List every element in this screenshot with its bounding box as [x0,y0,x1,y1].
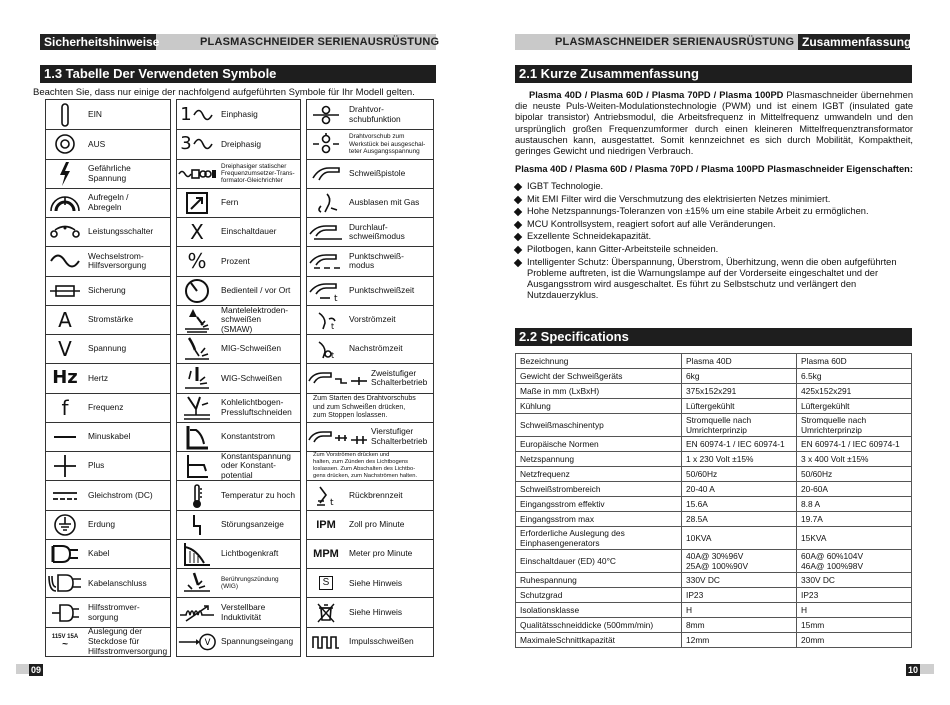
symbol-row [177,568,300,597]
spec-row [516,437,912,452]
purge-gas-icon [307,189,345,217]
socket-rating-icon: 115V 15A ~ [51,634,79,651]
symbol-label: Sicherung [88,284,126,295]
spec-label: Kühlung [516,399,682,414]
symbol-row [46,393,170,422]
symbol-label: Verstellbare Induktivität [221,602,266,622]
symbol-label: Vierstufiger Schalterbetrieb [371,426,428,447]
plug-icon [46,540,84,568]
spec-value: 6.5kg [797,369,912,384]
spec-value: 3 x 400 Volt ±15% [797,452,912,467]
symbol-label: Hilfsstromver- sorgung [88,602,140,622]
thermometer-icon [177,481,217,509]
symbol-row [307,217,433,246]
preflow-icon [307,306,345,334]
spec-value: Lüftergekühlt [797,399,912,414]
minus-icon [46,423,84,451]
symbol-label: Fern [221,197,239,208]
spec-label: Europäische Normen [516,437,682,452]
intro-text: Beachten Sie, dass nur einige der nachfolgend aufgeführten Symbole für Ihr Modell gelten. [33,87,415,98]
spec-value: EN 60974-1 / IEC 60974-1 [797,437,912,452]
frequency-icon: f [61,395,69,420]
symbol-row [177,188,300,217]
symbol-row [177,510,300,539]
symbol-row [46,451,170,480]
summary-models: Plasma 40D / Plasma 60D / Plasma 70PD / Plasma 100PD [529,90,784,100]
gun-icon [307,160,345,188]
symbol-column-3 [306,99,434,657]
symbol-label: Mantelelektroden- schweißen (SMAW) [221,304,289,334]
carbon-arc-icon [177,394,217,422]
voltage-input-icon [177,628,217,656]
inching-icon [307,130,345,158]
symbol-row [46,627,170,656]
smaw-icon [177,306,217,334]
spec-value: 6kg [682,369,797,384]
right-page [475,0,950,705]
symbol-row [307,568,433,597]
features-heading-models: Plasma 40D / Plasma 60D / Plasma 70PD / Plasma 100PD [515,164,765,174]
symbol-row [177,246,300,275]
spec-label: Schweißstrombereich [516,482,682,497]
symbol-row [46,510,170,539]
spec-value: 20-40 A [682,482,797,497]
symbol-label: Vorströmzeit [349,314,396,325]
burnback-icon [307,481,345,509]
ground-icon [46,511,84,539]
feature-item: IGBT Technologie. [514,181,914,192]
symbol-row [177,363,300,392]
symbol-row [307,480,433,509]
symbol-label: WIG-Schweißen [221,372,282,383]
spec-value: 1 x 230 Volt ±15% [682,452,797,467]
symbol-label: Prozent [221,255,250,266]
spec-label: Qualitätsschneiddicke (500mm/min) [516,618,682,633]
symbol-row [307,159,433,188]
spec-value: Plasma 60D [797,354,912,369]
spec-value: 19.7A [797,512,912,527]
mpm-icon: MPM [313,548,339,561]
panel-icon [177,277,217,305]
see-note-icon: S [307,569,345,597]
features-list [514,181,914,302]
feature-item: Exzellente Schneidekapazität. [514,231,914,242]
spec-label: Gewicht der Schweißgeräts [516,369,682,384]
two-step-icon [307,364,371,392]
symbol-label: Bedienteil / vor Ort [221,284,291,295]
symbol-label: Gleichstrom (DC) [88,489,153,500]
fault-icon [177,511,217,539]
symbol-row [46,334,170,363]
svg-text:t: t [334,293,338,302]
svg-text:t: t [331,351,335,361]
spec-row [516,512,912,527]
symbol-label: Dreiphasiger statischer Frequenzumsetzer-Trans- formator-Gleichrichter [221,162,295,185]
off-circle-icon [46,130,84,158]
spec-value: 330V DC [682,573,797,588]
symbol-row [46,305,170,334]
spec-label: Eingangsstrom max [516,512,682,527]
symbol-row [46,597,170,626]
symbol-row [307,276,433,305]
svg-text:t: t [330,497,334,507]
symbol-column-1 [45,99,171,657]
dc-icon [46,481,84,509]
feature-item: MCU Kontrollsystem, reagiert sofort auf alle Veränderungen. [514,219,914,230]
spec-value: 15.6A [682,497,797,512]
symbol-label: Zum Starten des Drahtvorschubs und zum Schweißen drücken, zum Stoppen loslassen. [313,395,416,419]
svg-text:t: t [331,321,335,331]
symbol-label: Punktschweißzeit [349,284,415,295]
symbol-row [46,539,170,568]
spec-row [516,527,912,550]
percent-icon: % [187,249,207,274]
spec-value: 12mm [682,633,797,648]
summary-paragraph [515,90,913,157]
spec-value: Stromquelle nach Umrichterprinzip [797,414,912,437]
spec-row [516,497,912,512]
symbol-row [46,568,170,597]
features-heading [515,164,913,175]
spec-row [516,603,912,618]
symbol-label: Konstantspannung oder Konstant- potential [221,450,291,481]
spec-label: Eingangsstrom effektiv [516,497,682,512]
symbol-label: Rückbrennzeit [349,489,403,500]
symbol-row [307,129,433,158]
symbol-label: Temperatur zu hoch [221,489,296,500]
symbol-label: Nachströmzeit [349,343,403,354]
spec-row [516,414,912,437]
postflow-icon [307,335,345,363]
symbol-label: Siehe Hinweis [349,606,403,617]
spec-row [516,467,912,482]
symbol-label: Drahtvor- schubfunktion [349,104,401,124]
features-heading-text: Plasmaschneider Eigenschaften: [764,164,913,174]
spec-row [516,633,912,648]
spec-row [516,482,912,497]
symbol-row [177,451,300,480]
symbol-label: Punktschweiß- modus [349,250,404,271]
cable-connection-icon [46,569,84,597]
symbol-label: Spannungseingang [221,636,294,647]
symbol-row [307,627,433,656]
single-phase-icon: 1 [177,100,217,129]
symbol-row [46,100,170,129]
spec-value: IP23 [797,588,912,603]
symbol-row [307,422,433,451]
symbol-label: Meter pro Minute [349,548,413,559]
inductance-icon [177,598,217,626]
spec-row [516,399,912,414]
spec-label: Ruhespannung [516,573,682,588]
spec-label: Schutzgrad [516,588,682,603]
header-title: PLASMASCHNEIDER SERIENAUSRÜSTUNG [200,36,440,48]
symbol-label: Berührungszündung (WIG) [221,575,279,591]
symbol-row [46,159,170,188]
symbol-row [307,246,433,275]
symbol-row [177,627,300,656]
header-tab: Zusammenfassung [798,34,910,50]
page-number: 10 [907,665,918,675]
symbol-label: Frequenz [88,401,124,412]
symbol-label: Ausblasen mit Gas [349,197,420,208]
symbol-label: Gefährliche Spannung [88,163,131,183]
symbol-row [177,597,300,626]
symbol-row [177,480,300,509]
svg-text:V: V [204,637,211,648]
symbol-label: Dreiphasig [221,138,262,149]
spec-row [516,550,912,573]
section-title: 1.3 Tabelle Der Verwendeten Symbole [40,65,436,83]
spec-row [516,452,912,467]
symbol-row [307,510,433,539]
symbol-label: Kabelanschluss [88,577,147,588]
on-switch-icon [46,100,84,129]
symbol-row [307,597,433,626]
symbol-row [177,305,300,334]
section-title-specs: 2.2 Specifications [515,328,912,346]
symbol-row [177,539,300,568]
spec-value: 50/60Hz [682,467,797,482]
spec-label: Isolationsklasse [516,603,682,618]
arc-force-icon [177,540,217,568]
spec-label: Netzspannung [516,452,682,467]
symbol-label: Konstantstrom [221,431,275,442]
symbol-label: Drahtvorschub zum Werkstück bei ausgeschal- teter Ausgangsspannung [349,133,426,156]
symbol-row [46,217,170,246]
symbol-label: Siehe Hinweis [349,577,403,588]
mig-icon [177,335,217,363]
spec-label: Erforderliche Auslegung des Einphasengenerators [516,527,682,550]
spec-value: EN 60974-1 / IEC 60974-1 [682,437,797,452]
symbol-label: Durchlauf- schweißmodus [349,221,405,242]
spec-value: 20mm [797,633,912,648]
symbol-label: Spannung [88,343,127,354]
symbol-row [177,276,300,305]
spec-row [516,354,912,369]
symbol-label: Aufregeln / Abregeln [88,192,129,212]
spec-value: 425x152x291 [797,384,912,399]
symbol-label: Schweißpistole [349,167,406,178]
symbol-row [46,480,170,509]
footer-bar [16,664,30,674]
symbol-row [46,276,170,305]
symbol-row [177,217,300,246]
symbol-row [46,422,170,451]
symbol-row [307,363,433,392]
symbol-label: MIG-Schweißen [221,343,282,354]
symbol-label: Einphasig [221,108,258,119]
symbol-row [307,539,433,568]
footer-bar [920,664,934,674]
spec-value: 15KVA [797,527,912,550]
inverter-icon [177,160,217,188]
pulse-icon [307,628,345,656]
symbol-row [46,129,170,158]
symbol-row [177,334,300,363]
symbol-label: Stromstärke [88,314,134,325]
duty-cycle-icon: X [190,220,204,245]
symbol-row [307,393,433,422]
symbol-label: Auslegung der Steckdose für Hilfsstromversorgung [88,626,168,656]
spec-row [516,588,912,603]
spec-value: 40A@ 30%96V 25A@ 100%90V [682,550,797,573]
tig-icon [177,364,217,392]
touch-start-icon [177,569,217,597]
hertz-icon: Hz [52,367,78,389]
symbol-label: Impulsschweißen [349,636,414,647]
spec-value: 375x152x291 [682,384,797,399]
spec-value: 8.8 A [797,497,912,512]
spec-value: 20-60A [797,482,912,497]
continuous-mode-icon [307,218,345,246]
symbol-row [177,422,300,451]
spec-label: Bezeichnung [516,354,682,369]
spec-value: 60A@ 60%104V 46A@ 100%98V [797,550,912,573]
symbol-label: Zoll pro Minute [349,519,405,529]
symbol-row [307,334,433,363]
feature-item: Hohe Netzspannungs-Toleranzen von ±15% um eine stabile Arbeit zu ermöglichen. [514,206,914,217]
spec-value: 28.5A [682,512,797,527]
symbol-label: EIN [88,108,102,119]
spec-value: H [797,603,912,618]
symbol-label: Kabel [88,548,110,559]
spec-value: 50/60Hz [797,467,912,482]
spec-value: 330V DC [797,573,912,588]
spec-row [516,384,912,399]
spec-row [516,573,912,588]
ipm-icon: IPM [316,518,336,531]
constant-current-icon [177,423,217,451]
feature-item: Pilotbogen, kann Gitter-Arbeitsteile schneiden. [514,244,914,255]
symbol-column-2 [176,99,301,657]
symbol-row [177,393,300,422]
ac-wave-icon [46,247,84,275]
symbol-label: Zweistufiger Schalterbetrieb [371,367,428,388]
four-step-icon [307,423,371,451]
spec-table [515,353,912,648]
spec-label: Einschaltdauer (ED) 40°C [516,550,682,573]
header-title: PLASMASCHNEIDER SERIENAUSRÜSTUNG [555,36,795,48]
spec-value: H [682,603,797,618]
aux-power-icon [46,598,84,626]
spec-label: Schweißmaschinentyp [516,414,682,437]
symbol-row [177,129,300,158]
section-title: 2.1 Kurze Zusammenfassung [515,65,912,83]
volt-icon: V [58,337,72,362]
remote-icon [177,189,217,217]
symbol-label: Plus [88,460,105,471]
spec-row [516,618,912,633]
symbol-label: Lichtbogenkraft [221,548,279,559]
symbol-label: Minuskabel [88,431,131,442]
page-number: 09 [30,665,41,675]
symbol-label: Zum Vorströmen drücken und halten, zum Zünden des Lichtbogens loslassen. Zum Abschalten des Lichtbo- gens drücken, zum Nachströmen halten. [313,452,418,480]
symbol-label: Hertz [88,372,109,383]
spec-value: 15mm [797,618,912,633]
fuse-icon [46,277,84,305]
spec-value: 8mm [682,618,797,633]
spec-value: 10KVA [682,527,797,550]
symbol-row [307,100,433,129]
spec-value: Plasma 40D [682,354,797,369]
symbol-label: Störungsanzeige [221,519,284,529]
spec-label: MaximaleSchnittkapazität [516,633,682,648]
spec-value: IP23 [682,588,797,603]
constant-voltage-icon [177,452,217,480]
symbol-row [177,100,300,129]
symbol-row [46,188,170,217]
symbol-row [307,305,433,334]
symbol-label: Wechselstrom- Hilfsversorgung [88,250,147,271]
spot-mode-icon [307,247,345,275]
wire-feed-icon [307,100,345,129]
symbol-row [46,363,170,392]
spec-label: Maße in mm (LxBxH) [516,384,682,399]
symbol-row [307,188,433,217]
symbol-label: Einschaltdauer [221,226,277,237]
ampere-icon: A [58,307,72,332]
symbol-label: Erdung [88,519,116,529]
symbol-row [177,159,300,188]
increase-decrease-icon [46,189,84,217]
high-voltage-icon [46,160,84,188]
summary-text: Plasmaschneider übernehmen die neuste Puls-Weiten-Modulationstechnologie (PWM) und ist einem IGBT (insulated gate bipolar transistor) Antriebsmodul, die Arbeitsfrequenz in Mittelfrequenz umwandeln und den ursprünglich großen Frequenzumformer durch einen kleineren Mittelfrequenztransformator austauschen kann, ausgestattet. Somit kennzeichnet es sich durch Mobilität, Kompaktheit, geringes Gewicht und niedrigen Verbrauch. [515,90,913,157]
spec-label: Netzfrequenz [516,467,682,482]
disposal-icon [307,598,345,626]
symbol-row [307,451,433,480]
feature-item: Intelligenter Schutz: Überspannung, Überstrom, Überhitzung, wenn die oben aufgeführten Probleme auftreten, ist die Warnungslampe auf der Vorderseite eingeschaltet und der Ausgangsstrom wird ausgeschaltet. Es führt zu Selbstschutz und verlängert den Nutzdauerzyklus. [514,257,914,301]
symbol-label: Leistungsschalter [88,226,154,237]
symbol-label: AUS [88,138,106,149]
symbol-row [46,246,170,275]
header-tab: Sicherheitshinweise [40,34,156,50]
plus-icon [46,452,84,480]
spec-value: Stromquelle nach Umrichterprinzip [682,414,797,437]
symbol-label: Kohlelichtbogen- Pressluftschneiden [221,397,292,417]
three-phase-icon: 3 [177,130,217,158]
spec-row [516,369,912,384]
spot-time-icon [307,277,345,305]
feature-item: Mit EMI Filter wird die Verschmutzung des elektrisierten Netzes minimiert. [514,194,914,205]
circuit-breaker-icon [46,218,84,246]
spec-value: Lüftergekühlt [682,399,797,414]
